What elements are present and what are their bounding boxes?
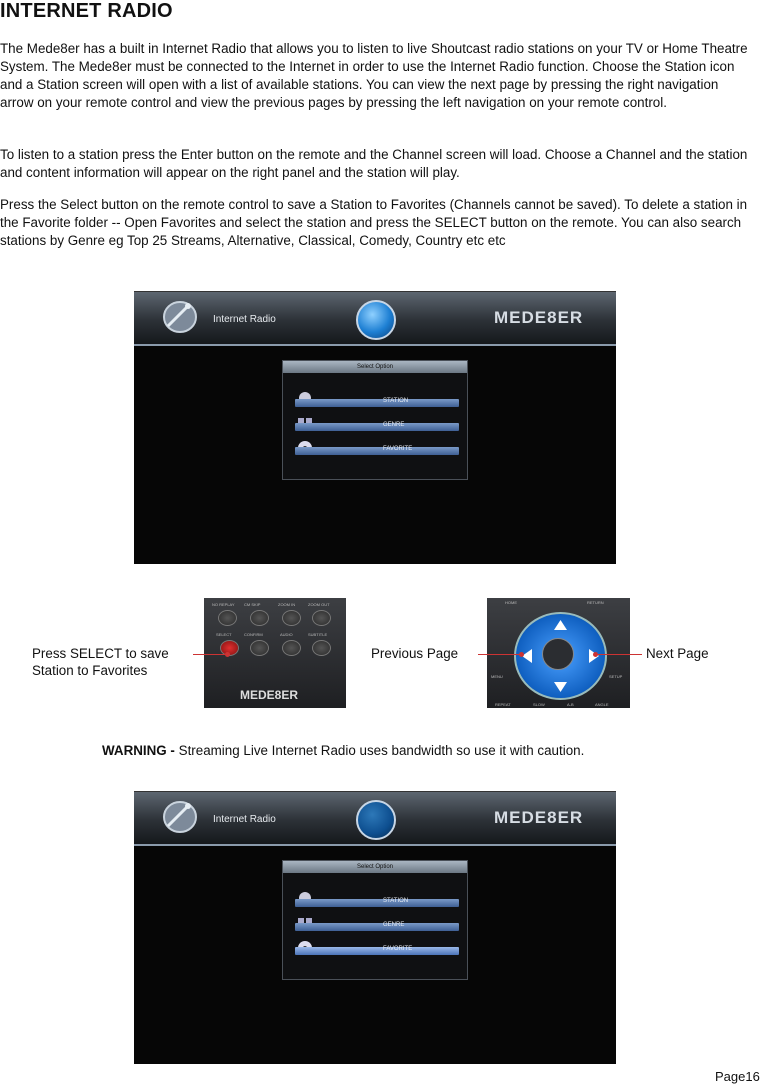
select-callout-line: [193, 654, 227, 655]
page-number: Page16: [715, 1069, 760, 1084]
internet-radio-screenshot: [134, 291, 616, 564]
subtitle-button[interactable]: [312, 640, 331, 656]
previous-page-callout: Previous Page: [371, 646, 459, 661]
internet-radio-screenshot-favorite: [134, 791, 616, 1064]
intro-paragraph: The Mede8er has a built in Internet Radio that allows you to listen to live Shoutcast radio stations on your TV or Home Theatre System. The Mede8er must be connected to the Internet in order to use the Internet Radio function. Choose the Station icon and a Station screen will open with a list of available stations. You can view the next page by pressing the right navigation arrow on your remote control and view the previous pages by pressing the left navigation on your remote control.: [0, 41, 748, 110]
audio-button[interactable]: [282, 640, 301, 656]
screen-header: [134, 292, 616, 346]
select-option-dialog: [282, 360, 468, 480]
next-callout-dot: [593, 652, 598, 657]
enter-paragraph: To listen to a station press the Enter button on the remote and the Channel screen will load. Choose a Channel and the station and content information will appear on the right panel and the station will play.: [0, 147, 748, 180]
previous-callout-dot: [519, 652, 524, 657]
option-favorite[interactable]: FAVORITE: [295, 447, 459, 455]
screen-header: [134, 792, 616, 846]
option-favorite[interactable]: FAVORITE: [295, 947, 459, 955]
brand-logo: MEDE8ER: [494, 308, 584, 327]
option-station[interactable]: STATION: [295, 399, 459, 407]
page-title: INTERNET RADIO: [0, 0, 173, 22]
confirm-button[interactable]: [250, 640, 269, 656]
select-paragraph: Press the Select button on the remote control to save a Station to Favorites (Channels cannot be saved). To delete a station in the Favorite folder -- Open Favorites and select the station and press the SELECT button on the remote. You can also search stations by Genre eg Top 25 Streams, Alternative, Classical, Comedy, Country etc etc: [0, 197, 748, 248]
dialog-title: Select Option: [283, 861, 467, 873]
select-option-dialog: [282, 860, 468, 980]
previous-callout-line: [478, 654, 522, 655]
warning-text: Streaming Live Internet Radio uses bandwidth so use it with caution.: [178, 743, 585, 758]
remote-select-photo: NO REPLAY CM SKIP ZOOM IN ZOOM OUT SELECT CONFIRM AUDIO SUBTITLE MEDE8ER: [204, 598, 346, 708]
next-page-callout: Next Page: [646, 646, 709, 661]
next-callout-line: [595, 654, 642, 655]
option-genre[interactable]: GENRE: [295, 923, 459, 931]
screen-header-title: Internet Radio: [213, 314, 276, 325]
remote-navigation-photo: HOME RETURN MENU SETUP REPEAT SLOW A-B ANGLE: [487, 598, 630, 708]
satellite-dish-icon: [160, 298, 200, 336]
dialog-title: Select Option: [283, 361, 467, 373]
skip-button[interactable]: [250, 610, 269, 626]
screen-header-title: Internet Radio: [213, 814, 276, 825]
satellite-dish-icon: [160, 798, 200, 836]
warning-label: WARNING -: [102, 743, 175, 758]
music-orb-icon: [356, 300, 396, 340]
remote-logo: MEDE8ER: [240, 688, 299, 702]
select-callout: Press SELECT to save Station to Favorites: [32, 646, 169, 678]
brand-logo: MEDE8ER: [494, 808, 584, 827]
zoom-in-button[interactable]: [282, 610, 301, 626]
option-station[interactable]: STATION: [295, 899, 459, 907]
option-genre[interactable]: GENRE: [295, 423, 459, 431]
zoom-out-button[interactable]: [312, 610, 331, 626]
select-callout-dot: [225, 652, 230, 657]
music-orb-icon: [356, 800, 396, 840]
rewind-button[interactable]: [218, 610, 237, 626]
enter-button[interactable]: [542, 638, 574, 670]
warning-note: [102, 743, 584, 758]
